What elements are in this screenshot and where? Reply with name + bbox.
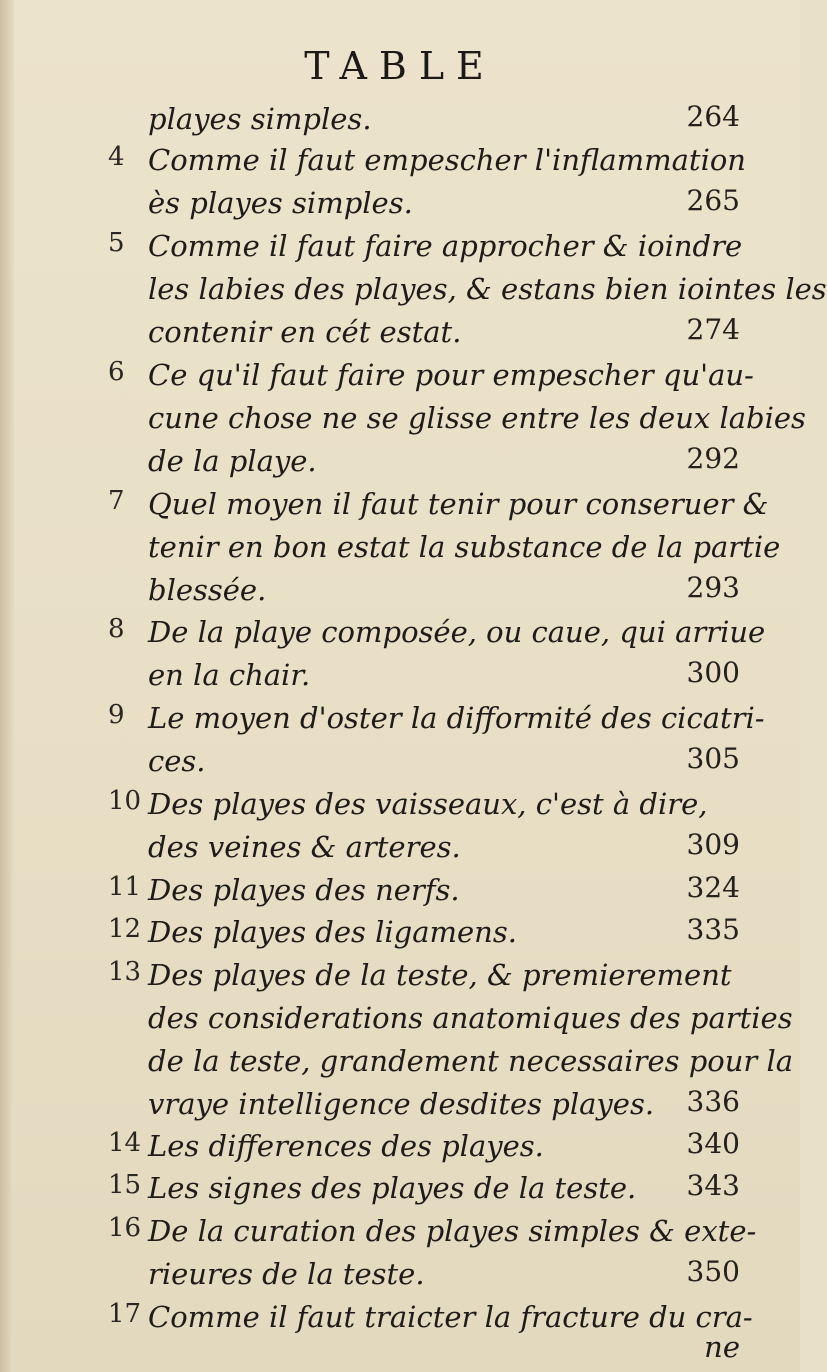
entry-line: vraye intelligence desdites playes. — [148, 1087, 655, 1121]
page-number: 336 — [686, 1085, 740, 1118]
entry-line: Comme il faut faire approcher & ioindre — [148, 229, 743, 263]
entry-line: rieures de la teste. — [148, 1257, 425, 1291]
page-number: 305 — [686, 742, 740, 775]
entry-number: 12 — [108, 914, 142, 944]
entry-line: Des playes des nerfs. — [148, 873, 460, 907]
entry-line: des considerations anatomiques des parties — [148, 1001, 793, 1035]
page-number: 264 — [686, 100, 740, 133]
page-number: 300 — [686, 656, 740, 689]
entry-line: des veines & arteres. — [148, 830, 461, 864]
entry-line: playes simples. — [148, 102, 372, 136]
entry-number: 11 — [108, 872, 142, 902]
entry-line: tenir en bon estat la substance de la partie — [148, 530, 781, 564]
page-number: 340 — [686, 1127, 740, 1160]
entry-number: 13 — [108, 957, 142, 987]
entry-line: Des playes des ligamens. — [148, 915, 517, 949]
entry-number: 6 — [108, 357, 125, 387]
entry-number: 5 — [108, 228, 125, 258]
page-edge-shadow — [0, 0, 14, 1372]
page-heading: TABLE — [304, 44, 496, 88]
page-number: 335 — [686, 913, 740, 946]
page-number: 265 — [686, 184, 740, 217]
entry-line: ces. — [148, 744, 206, 778]
entry-line: Les differences des playes. — [148, 1129, 544, 1163]
entry-line: De la playe composée, ou caue, qui arriue — [148, 615, 766, 649]
entry-line: Des playes des vaisseaux, c'est à dire, — [148, 787, 708, 821]
entry-line: Des playes de la teste, & premierement — [148, 958, 732, 992]
entry-line: en la chair. — [148, 658, 311, 692]
catchword: ne — [704, 1330, 740, 1364]
entry-number: 16 — [108, 1213, 142, 1243]
entry-line: les labies des playes, & estans bien iointes les — [148, 272, 827, 306]
entry-number: 9 — [108, 700, 125, 730]
entry-line: blessée. — [148, 573, 267, 607]
entry-number: 17 — [108, 1299, 142, 1329]
entry-line: Les signes des playes de la teste. — [148, 1171, 637, 1205]
entry-line: Comme il faut empescher l'inflammation — [148, 143, 746, 177]
entry-line: Quel moyen il faut tenir pour conseruer & — [148, 487, 769, 521]
entry-number: 15 — [108, 1170, 142, 1200]
entry-number: 7 — [108, 486, 125, 516]
entry-line: contenir en cét estat. — [148, 315, 462, 349]
entry-line: de la teste, grandement necessaires pour la — [148, 1044, 794, 1078]
page-number: 343 — [686, 1169, 740, 1202]
entry-number: 14 — [108, 1128, 142, 1158]
entry-number: 10 — [108, 786, 142, 816]
entry-line: Comme il faut traicter la fracture du cra- — [148, 1300, 753, 1334]
entry-line: Le moyen d'oster la difformité des cicatri- — [148, 701, 765, 735]
entry-line: cune chose ne se glisse entre les deux labies — [148, 401, 806, 435]
entry-number: 8 — [108, 614, 125, 644]
page-number: 309 — [686, 828, 740, 861]
page-number: 274 — [686, 313, 740, 346]
page-number: 350 — [686, 1255, 740, 1288]
page-number: 293 — [686, 571, 740, 604]
entry-line: Ce qu'il faut faire pour empescher qu'au- — [148, 358, 754, 392]
page-number: 324 — [686, 871, 740, 904]
entry-number: 4 — [108, 142, 125, 172]
entry-line: de la playe. — [148, 444, 317, 478]
entry-line: De la curation des playes simples & exte- — [148, 1214, 757, 1248]
page-number: 292 — [686, 442, 740, 475]
entry-line: ès playes simples. — [148, 186, 413, 220]
